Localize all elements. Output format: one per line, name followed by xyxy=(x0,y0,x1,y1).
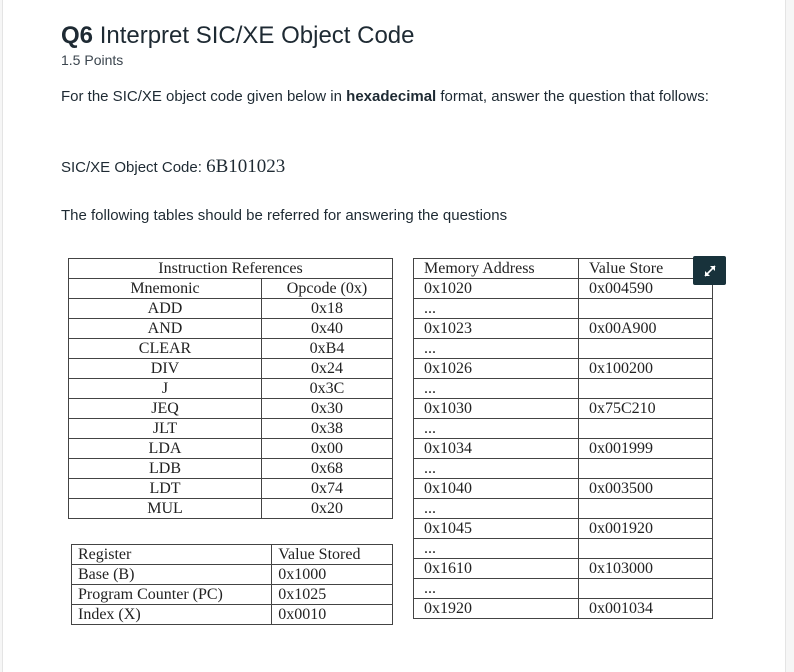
instruction-row xyxy=(69,299,393,319)
memory-value-cell: 0x001034 xyxy=(579,599,713,619)
question-intro xyxy=(61,85,721,108)
opcode-cell: 0x24 xyxy=(262,359,393,379)
memory-value-cell: 0x004590 xyxy=(579,279,713,299)
memory-address-cell: ... xyxy=(414,379,579,399)
memory-value-cell xyxy=(579,499,713,519)
register-row xyxy=(72,605,393,625)
instruction-row xyxy=(69,459,393,479)
intro-bold-text: hexadecimal xyxy=(346,88,437,105)
instruction-row xyxy=(69,359,393,379)
memory-address-cell: 0x1920 xyxy=(414,599,579,619)
opcode-cell: 0x18 xyxy=(262,299,393,319)
memory-address-cell: 0x1040 xyxy=(414,479,579,499)
memory-value-cell: 0x100200 xyxy=(579,359,713,379)
memory-row xyxy=(414,359,713,379)
memory-address-cell: 0x1030 xyxy=(414,399,579,419)
memory-value-cell xyxy=(579,579,713,599)
memory-value-cell: 0x103000 xyxy=(579,559,713,579)
instruction-row xyxy=(69,399,393,419)
instruction-row xyxy=(69,319,393,339)
question-title-text: Interpret SIC/XE Object Code xyxy=(99,22,415,49)
mnemonic-cell: MUL xyxy=(69,499,262,519)
register-table-body xyxy=(72,565,393,625)
memory-row xyxy=(414,479,713,499)
opcode-header: Opcode (0x) xyxy=(262,279,393,299)
memory-address-cell: ... xyxy=(414,419,579,439)
instruction-row xyxy=(69,479,393,499)
memory-address-cell: ... xyxy=(414,539,579,559)
memory-address-cell: 0x1026 xyxy=(414,359,579,379)
mnemonic-cell: LDB xyxy=(69,459,262,479)
opcode-cell: 0x20 xyxy=(262,499,393,519)
memory-address-cell: ... xyxy=(414,299,579,319)
mnemonic-cell: J xyxy=(69,379,262,399)
memory-row xyxy=(414,339,713,359)
memory-row xyxy=(414,439,713,459)
object-code-line xyxy=(61,155,721,179)
mnemonic-header: Mnemonic xyxy=(69,279,262,299)
memory-address-cell: 0x1023 xyxy=(414,319,579,339)
register-name-cell: Program Counter (PC) xyxy=(72,585,272,605)
register-name-cell: Index (X) xyxy=(72,605,272,625)
intro-text-after: format, answer the question that follows: xyxy=(436,88,709,105)
question-points: 1.5 Points xyxy=(61,52,124,68)
memory-value-cell: 0x75C210 xyxy=(579,399,713,419)
instruction-row xyxy=(69,339,393,359)
memory-row xyxy=(414,539,713,559)
memory-value-cell xyxy=(579,339,713,359)
opcode-cell: 0x00 xyxy=(262,439,393,459)
instruction-reference-table xyxy=(68,258,393,519)
memory-row xyxy=(414,459,713,479)
tables-note: The following tables should be referred for answering the questions xyxy=(61,207,508,224)
memory-address-cell: ... xyxy=(414,579,579,599)
register-value-cell: 0x1025 xyxy=(272,585,393,605)
opcode-cell: 0x30 xyxy=(262,399,393,419)
register-value-cell: 0x1000 xyxy=(272,565,393,585)
memory-table xyxy=(413,258,713,619)
opcode-cell: 0xB4 xyxy=(262,339,393,359)
memory-address-cell: 0x1020 xyxy=(414,279,579,299)
question-card xyxy=(2,0,786,672)
question-number: Q6 xyxy=(61,22,94,49)
mnemonic-cell: LDT xyxy=(69,479,262,499)
register-value-cell: 0x0010 xyxy=(272,605,393,625)
memory-row xyxy=(414,379,713,399)
memory-row xyxy=(414,319,713,339)
opcode-cell: 0x3C xyxy=(262,379,393,399)
expand-image-button[interactable] xyxy=(693,256,726,285)
memory-address-cell: ... xyxy=(414,459,579,479)
memory-value-cell: 0x001999 xyxy=(579,439,713,459)
instruction-row xyxy=(69,379,393,399)
register-table xyxy=(71,544,393,625)
memory-address-cell: ... xyxy=(414,339,579,359)
instruction-row xyxy=(69,439,393,459)
opcode-cell: 0x40 xyxy=(262,319,393,339)
memory-row xyxy=(414,499,713,519)
memory-value-cell: 0x00A900 xyxy=(579,319,713,339)
object-code-label: SIC/XE Object Code: xyxy=(61,159,207,176)
mnemonic-cell: DIV xyxy=(69,359,262,379)
memory-value-header: Value Store xyxy=(579,259,713,279)
memory-row xyxy=(414,399,713,419)
register-row xyxy=(72,585,393,605)
memory-row xyxy=(414,599,713,619)
register-row xyxy=(72,565,393,585)
memory-value-cell: 0x001920 xyxy=(579,519,713,539)
memory-value-cell: 0x003500 xyxy=(579,479,713,499)
mnemonic-cell: ADD xyxy=(69,299,262,319)
memory-value-cell xyxy=(579,459,713,479)
opcode-cell: 0x68 xyxy=(262,459,393,479)
instruction-table-caption: Instruction References xyxy=(69,259,393,279)
object-code-value: 6B101023 xyxy=(206,156,286,177)
reference-tables-image xyxy=(61,252,731,636)
question-title xyxy=(61,22,415,50)
instruction-row xyxy=(69,499,393,519)
register-value-header: Value Stored xyxy=(272,545,393,565)
memory-address-cell: 0x1610 xyxy=(414,559,579,579)
memory-address-header: Memory Address xyxy=(414,259,579,279)
mnemonic-cell: JEQ xyxy=(69,399,262,419)
intro-text-before: For the SIC/XE object code given below in xyxy=(61,88,347,105)
memory-value-cell xyxy=(579,539,713,559)
instruction-table-body xyxy=(69,299,393,519)
register-name-cell: Base (B) xyxy=(72,565,272,585)
memory-row xyxy=(414,579,713,599)
memory-row xyxy=(414,519,713,539)
mnemonic-cell: JLT xyxy=(69,419,262,439)
opcode-cell: 0x38 xyxy=(262,419,393,439)
memory-address-cell: 0x1034 xyxy=(414,439,579,459)
mnemonic-cell: LDA xyxy=(69,439,262,459)
register-header: Register xyxy=(72,545,272,565)
expand-arrows-icon xyxy=(701,262,719,280)
opcode-cell: 0x74 xyxy=(262,479,393,499)
memory-row xyxy=(414,299,713,319)
mnemonic-cell: AND xyxy=(69,319,262,339)
memory-value-cell xyxy=(579,299,713,319)
instruction-row xyxy=(69,419,393,439)
mnemonic-cell: CLEAR xyxy=(69,339,262,359)
memory-address-cell: ... xyxy=(414,499,579,519)
memory-value-cell xyxy=(579,419,713,439)
memory-row xyxy=(414,559,713,579)
memory-value-cell xyxy=(579,379,713,399)
memory-address-cell: 0x1045 xyxy=(414,519,579,539)
memory-table-body xyxy=(414,279,713,619)
memory-row xyxy=(414,419,713,439)
memory-row xyxy=(414,279,713,299)
